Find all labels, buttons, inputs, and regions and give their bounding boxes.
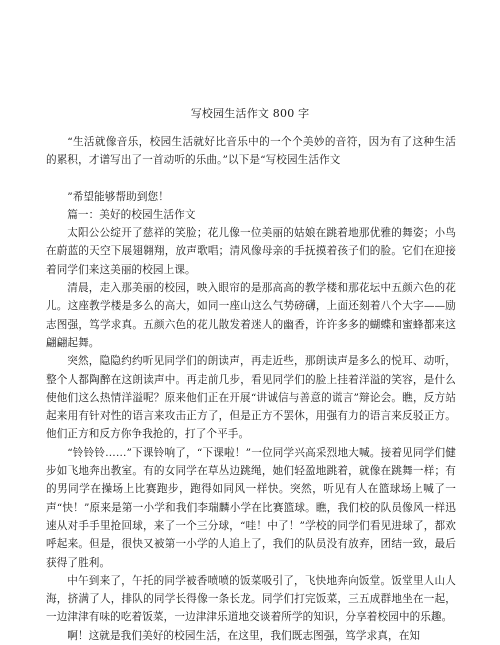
document-title: 写校园生活作文 800 字 — [190, 107, 310, 120]
section-heading: 篇一：美好的校园生活作文 — [67, 208, 196, 221]
body-paragraph: 清晨，走入那美丽的校园，映入眼帘的是那高高的教学楼和那花坛中五颜六色的花儿。这座教学楼是多么的高大，如同一座山这么气势磅礴，上面还刻着八个大字——励志图强，笃学求真。五颜六色的花儿散发着迷人的幽香，许许多多的蝴蝶和蜜蜂都来这翩翩起舞。 — [46, 282, 456, 349]
body-paragraph: “铃铃铃……”下课铃响了，“下课啦！”一位同学兴高采烈地大喊。接着见同学们健步如飞地奔出教室。有的女同学在草丛边跳绳，她们轻盈地跳着，就像在跳舞一样；有的男同学在操场上比赛跑步，跑得如同风一样快。突然，听见有人在篮球场上喊了一声“快！”原来是第一小学和我们李瑞麟小学在比赛篮球。瞧，我们校的队员像风一样迅速从对手手里抢回球，来了一个三分球，“哇！中了！”学校的同学们看见进球了，都欢呼起来。但是，很快又被第一小学的人追上了，我们的队员没有放弃，团结一致，最后获得了胜利。 — [46, 446, 456, 569]
intro-paragraph: “生活就像音乐，校园生活就好比音乐中的一个个美妙的音符，因为有了这种生活的累积，才谱写出了一首动听的乐曲。”以下是“写校园生活作文 — [46, 136, 456, 167]
body-paragraph: 突然，隐隐约约听见同学们的朗读声，再走近些，那朗读声是多么的悦耳、动听，整个人都陶醉在这朗读声中。再走前几步，看见同学们的脸上挂着洋溢的笑容，是什么使他们这么热情洋溢呢？原来他们正在开展“讲诚信与善意的谎言”辩论会。瞧，反方站起来用有针对性的语言来攻击正方了，但是正方不罢休，用强有力的语言来反驳正方。他们正方和反方你争我抢的，打了个平手。 — [46, 355, 456, 441]
body-paragraph: 太阳公公绽开了慈祥的笑脸；花儿像一位美丽的姑娘在跳着地那优雅的舞姿；小鸟在蔚蓝的天空下展翅翱翔，放声歌唱；清风像母亲的手抚摸着孩子们的脸。它们在迎接着同学们来这美丽的校园上课。 — [46, 227, 456, 276]
body-paragraph: 中午到来了，午托的同学被香喷喷的饭菜吸引了，飞快地奔向饭堂。饭堂里人山人海，挤满了人，排队的同学长得像一条长龙。同学们打完饭菜，三五成群地坐在一起，一边津津有味的吃着饭菜，一边津津乐道地交谈着所学的知识，分享着校园中的乐趣。 — [46, 574, 456, 624]
document-body — [46, 133, 456, 645]
blank-line — [46, 170, 456, 188]
intro-paragraph-continued: ”希望能够帮助到您！ — [67, 190, 169, 203]
body-paragraph: 啊！这就是我们美好的校园生活，在这里，我们既志图强，笃学求真，在知 — [67, 629, 421, 642]
